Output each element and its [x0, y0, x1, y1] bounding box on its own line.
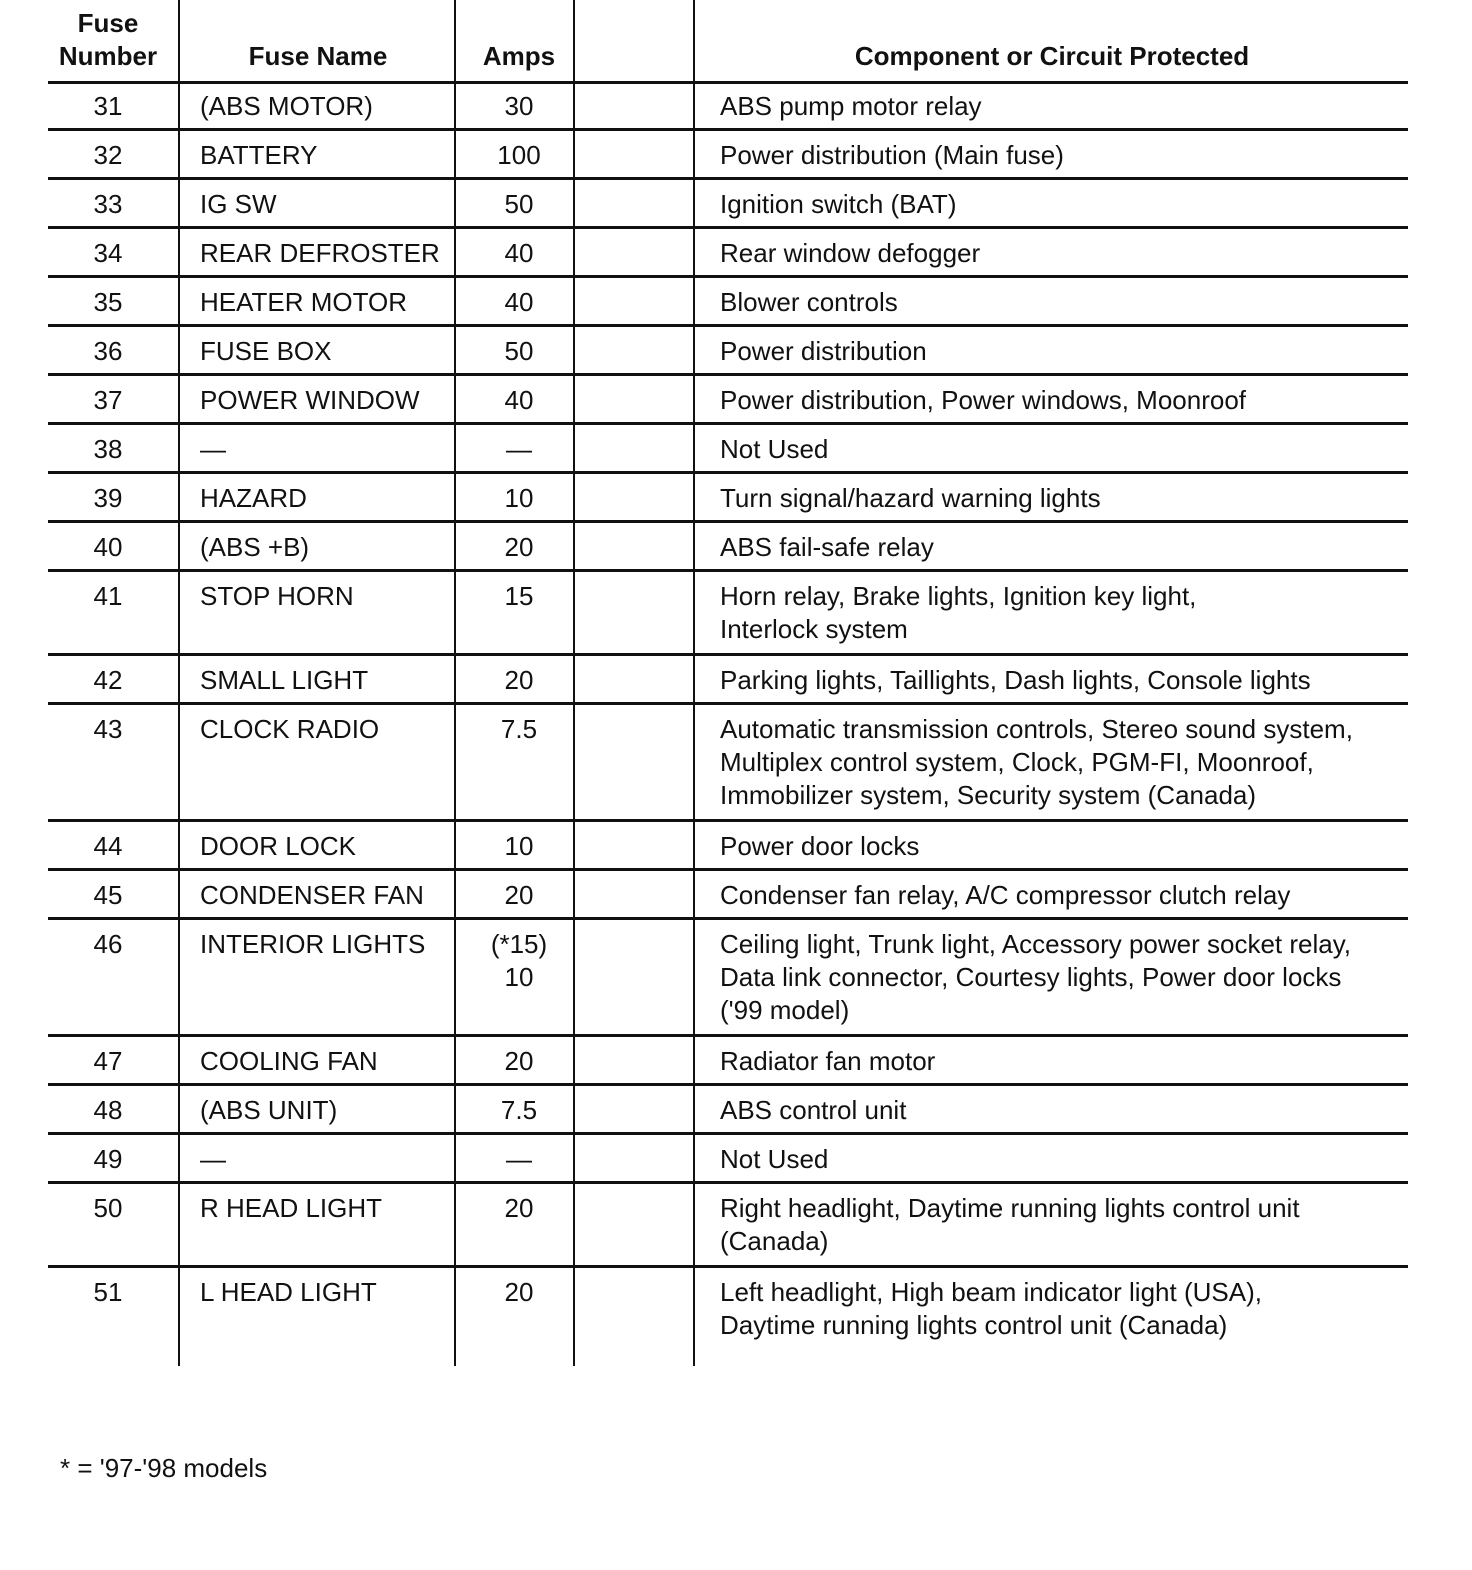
- component-cell: Left headlight, High beam indicator light (USA), Daytime running lights control unit (Canada): [720, 1277, 1262, 1340]
- table-header: [48, 0, 1408, 84]
- table-row: [48, 376, 1408, 425]
- fuse-number-cell: 50: [93, 1193, 123, 1223]
- table-row: [48, 82, 1408, 131]
- column-divider: [454, 180, 456, 226]
- fuse-number-cell: 35: [93, 287, 123, 317]
- component-cell: Ignition switch (BAT): [720, 189, 957, 219]
- component-cell: Power door locks: [720, 831, 920, 861]
- table-row: [48, 572, 1408, 656]
- column-divider: [454, 822, 456, 868]
- column-divider: [573, 1037, 575, 1083]
- column-divider: [693, 474, 695, 520]
- column-divider: [454, 871, 456, 917]
- component-cell: ABS fail-safe relay: [720, 532, 934, 562]
- fuse-number-cell: 39: [93, 483, 123, 513]
- column-divider: [178, 425, 180, 471]
- column-divider: [573, 871, 575, 917]
- column-divider: [454, 705, 456, 819]
- column-divider: [693, 1184, 695, 1265]
- amps-cell: 20: [504, 665, 534, 695]
- column-divider: [178, 822, 180, 868]
- column-divider: [573, 425, 575, 471]
- column-divider: [693, 82, 695, 128]
- column-divider: [573, 82, 575, 128]
- column-divider: [693, 229, 695, 275]
- column-divider: [573, 1268, 575, 1366]
- column-divider: [573, 705, 575, 819]
- column-divider: [693, 822, 695, 868]
- column-divider: [573, 572, 575, 653]
- amps-cell: 15: [504, 581, 534, 611]
- fuse-name-cell: FUSE BOX: [200, 336, 332, 366]
- column-divider: [693, 1037, 695, 1083]
- column-divider: [573, 376, 575, 422]
- column-divider: [454, 1086, 456, 1132]
- table-row: [48, 327, 1408, 376]
- table-row: [48, 1268, 1408, 1366]
- column-divider: [454, 572, 456, 653]
- component-cell: Not Used: [720, 1144, 829, 1174]
- fuse-number-cell: 38: [93, 434, 123, 464]
- fuse-name-cell: COOLING FAN: [200, 1046, 378, 1076]
- column-divider: [573, 920, 575, 1034]
- column-divider: [573, 822, 575, 868]
- column-divider: [454, 1037, 456, 1083]
- amps-cell: 50: [504, 336, 534, 366]
- fuse-name-cell: —: [200, 1144, 226, 1174]
- column-divider: [573, 656, 575, 702]
- amps-cell: 20: [504, 532, 534, 562]
- component-cell: Power distribution (Main fuse): [720, 140, 1064, 170]
- column-divider: [693, 131, 695, 177]
- fuse-number-cell: 32: [93, 140, 123, 170]
- fuse-name-cell: (ABS MOTOR): [200, 91, 373, 121]
- fuse-name-cell: SMALL LIGHT: [200, 665, 369, 695]
- fuse-name-cell: IG SW: [200, 189, 277, 219]
- column-divider: [178, 131, 180, 177]
- column-divider: [178, 1086, 180, 1132]
- column-divider: [454, 474, 456, 520]
- fuse-number-cell: 37: [93, 385, 123, 415]
- column-divider: [454, 82, 456, 128]
- fuse-number-cell: 42: [93, 665, 123, 695]
- column-divider: [693, 1268, 695, 1366]
- column-divider: [693, 1135, 695, 1181]
- table-row: [48, 523, 1408, 572]
- table-row: [48, 1086, 1408, 1135]
- fuse-name-cell: (ABS +B): [200, 532, 310, 562]
- table-row: [48, 705, 1408, 822]
- column-divider: [178, 1268, 180, 1366]
- fuse-name-cell: INTERIOR LIGHTS: [200, 929, 426, 959]
- header-fuse-number: Fuse Number: [58, 8, 158, 71]
- table-row: [48, 871, 1408, 920]
- column-divider: [178, 229, 180, 275]
- column-divider: [454, 1268, 456, 1366]
- column-divider: [573, 1135, 575, 1181]
- component-cell: Not Used: [720, 434, 829, 464]
- fuse-number-cell: 31: [93, 91, 123, 121]
- column-divider: [178, 871, 180, 917]
- component-cell: Power distribution: [720, 336, 927, 366]
- fuse-name-cell: R HEAD LIGHT: [200, 1193, 383, 1223]
- column-divider: [178, 327, 180, 373]
- column-divider: [178, 376, 180, 422]
- column-divider: [454, 656, 456, 702]
- fuse-number-cell: 49: [93, 1144, 123, 1174]
- fuse-number-cell: 44: [93, 831, 123, 861]
- column-divider: [573, 523, 575, 569]
- amps-cell: 40: [504, 385, 534, 415]
- column-divider: [573, 131, 575, 177]
- fuse-name-cell: DOOR LOCK: [200, 831, 357, 861]
- column-divider: [573, 1184, 575, 1265]
- column-divider: [178, 180, 180, 226]
- component-cell: Condenser fan relay, A/C compressor clutch relay: [720, 880, 1291, 910]
- amps-cell: 50: [504, 189, 534, 219]
- component-cell: ABS control unit: [720, 1095, 907, 1125]
- amps-cell: 7.5: [500, 1095, 538, 1125]
- fuse-name-cell: HAZARD: [200, 483, 307, 513]
- component-cell: Power distribution, Power windows, Moonroof: [720, 385, 1247, 415]
- amps-cell: 20: [504, 1193, 534, 1223]
- column-divider: [693, 180, 695, 226]
- component-cell: Rear window defogger: [720, 238, 981, 268]
- component-cell: Right headlight, Daytime running lights control unit (Canada): [720, 1193, 1300, 1256]
- component-cell: Blower controls: [720, 287, 898, 317]
- table-row: [48, 180, 1408, 229]
- column-divider: [178, 0, 180, 81]
- column-divider: [178, 474, 180, 520]
- fuse-name-cell: HEATER MOTOR: [200, 287, 408, 317]
- column-divider: [693, 0, 695, 81]
- fuse-number-cell: 40: [93, 532, 123, 562]
- column-divider: [693, 572, 695, 653]
- column-divider: [178, 278, 180, 324]
- header-component: Component or Circuit Protected: [854, 41, 1250, 71]
- amps-cell: 20: [504, 1277, 534, 1307]
- component-cell: Ceiling light, Trunk light, Accessory power socket relay, Data link connector, Courtesy lights, Power door locks ('99 model): [720, 929, 1352, 1025]
- column-divider: [573, 474, 575, 520]
- column-divider: [454, 229, 456, 275]
- fuse-number-cell: 45: [93, 880, 123, 910]
- table-row: [48, 656, 1408, 705]
- fuse-number-cell: 34: [93, 238, 123, 268]
- fuse-name-cell: STOP HORN: [200, 581, 354, 611]
- column-divider: [693, 278, 695, 324]
- table-row: [48, 1184, 1408, 1268]
- amps-cell: 20: [504, 880, 534, 910]
- amps-cell: 20: [504, 1046, 534, 1076]
- column-divider: [693, 327, 695, 373]
- fuse-name-cell: CLOCK RADIO: [200, 714, 380, 744]
- column-divider: [454, 425, 456, 471]
- component-cell: Automatic transmission controls, Stereo sound system, Multiplex control system, Clock, PGM-FI, Moonroof, Immobilizer system, Security system (Canada): [720, 714, 1353, 810]
- column-divider: [454, 523, 456, 569]
- fuse-name-cell: REAR DEFROSTER: [200, 238, 440, 268]
- column-divider: [178, 1135, 180, 1181]
- column-divider: [178, 572, 180, 653]
- fuse-name-cell: L HEAD LIGHT: [200, 1277, 377, 1307]
- table-row: [48, 920, 1408, 1037]
- column-divider: [454, 0, 456, 81]
- column-divider: [454, 920, 456, 1034]
- amps-cell: 40: [504, 238, 534, 268]
- amps-cell: 10: [504, 831, 534, 861]
- component-cell: Parking lights, Taillights, Dash lights, Console lights: [720, 665, 1311, 695]
- fuse-name-cell: —: [200, 434, 226, 464]
- column-divider: [693, 523, 695, 569]
- column-divider: [454, 1135, 456, 1181]
- column-divider: [693, 871, 695, 917]
- fuse-name-cell: POWER WINDOW: [200, 385, 420, 415]
- column-divider: [178, 1037, 180, 1083]
- fuse-name-cell: (ABS UNIT): [200, 1095, 338, 1125]
- column-divider: [693, 425, 695, 471]
- header-amps: Amps: [482, 41, 556, 71]
- column-divider: [573, 278, 575, 324]
- column-divider: [178, 82, 180, 128]
- column-divider: [178, 1184, 180, 1265]
- fuse-number-cell: 46: [93, 929, 123, 959]
- fuse-number-cell: 33: [93, 189, 123, 219]
- column-divider: [178, 523, 180, 569]
- component-cell: Horn relay, Brake lights, Ignition key light, Interlock system: [720, 581, 1197, 644]
- table-row: [48, 474, 1408, 523]
- column-divider: [454, 376, 456, 422]
- amps-cell: 30: [504, 91, 534, 121]
- column-divider: [573, 327, 575, 373]
- table-row: [48, 1037, 1408, 1086]
- column-divider: [693, 656, 695, 702]
- header-fuse-name: Fuse Name: [248, 41, 388, 71]
- column-divider: [693, 1086, 695, 1132]
- fuse-number-cell: 41: [93, 581, 123, 611]
- amps-cell: 10: [504, 483, 534, 513]
- column-divider: [573, 0, 575, 81]
- column-divider: [454, 327, 456, 373]
- fuse-number-cell: 47: [93, 1046, 123, 1076]
- component-cell: Turn signal/hazard warning lights: [720, 483, 1101, 513]
- column-divider: [178, 656, 180, 702]
- amps-cell: —: [506, 1144, 532, 1174]
- column-divider: [454, 131, 456, 177]
- table-row: [48, 131, 1408, 180]
- column-divider: [454, 278, 456, 324]
- column-divider: [573, 1086, 575, 1132]
- amps-cell: 7.5: [500, 714, 538, 744]
- column-divider: [693, 705, 695, 819]
- table-row: [48, 1135, 1408, 1184]
- column-divider: [178, 705, 180, 819]
- table-row: [48, 278, 1408, 327]
- fuse-number-cell: 51: [93, 1277, 123, 1307]
- amps-cell: 100: [497, 140, 541, 170]
- amps-cell: 40: [504, 287, 534, 317]
- table-row: [48, 425, 1408, 474]
- fuse-name-cell: BATTERY: [200, 140, 318, 170]
- fuse-name-cell: CONDENSER FAN: [200, 880, 424, 910]
- column-divider: [693, 920, 695, 1034]
- fuse-number-cell: 36: [93, 336, 123, 366]
- amps-cell: (*15) 10: [490, 929, 548, 992]
- column-divider: [178, 920, 180, 1034]
- column-divider: [454, 1184, 456, 1265]
- component-cell: Radiator fan motor: [720, 1046, 936, 1076]
- component-cell: ABS pump motor relay: [720, 91, 982, 121]
- footnote: * = '97-'98 models: [60, 1453, 268, 1483]
- table-row: [48, 229, 1408, 278]
- column-divider: [573, 180, 575, 226]
- amps-cell: —: [506, 434, 532, 464]
- column-divider: [573, 229, 575, 275]
- table-row: [48, 822, 1408, 871]
- fuse-number-cell: 43: [93, 714, 123, 744]
- column-divider: [693, 376, 695, 422]
- fuse-number-cell: 48: [93, 1095, 123, 1125]
